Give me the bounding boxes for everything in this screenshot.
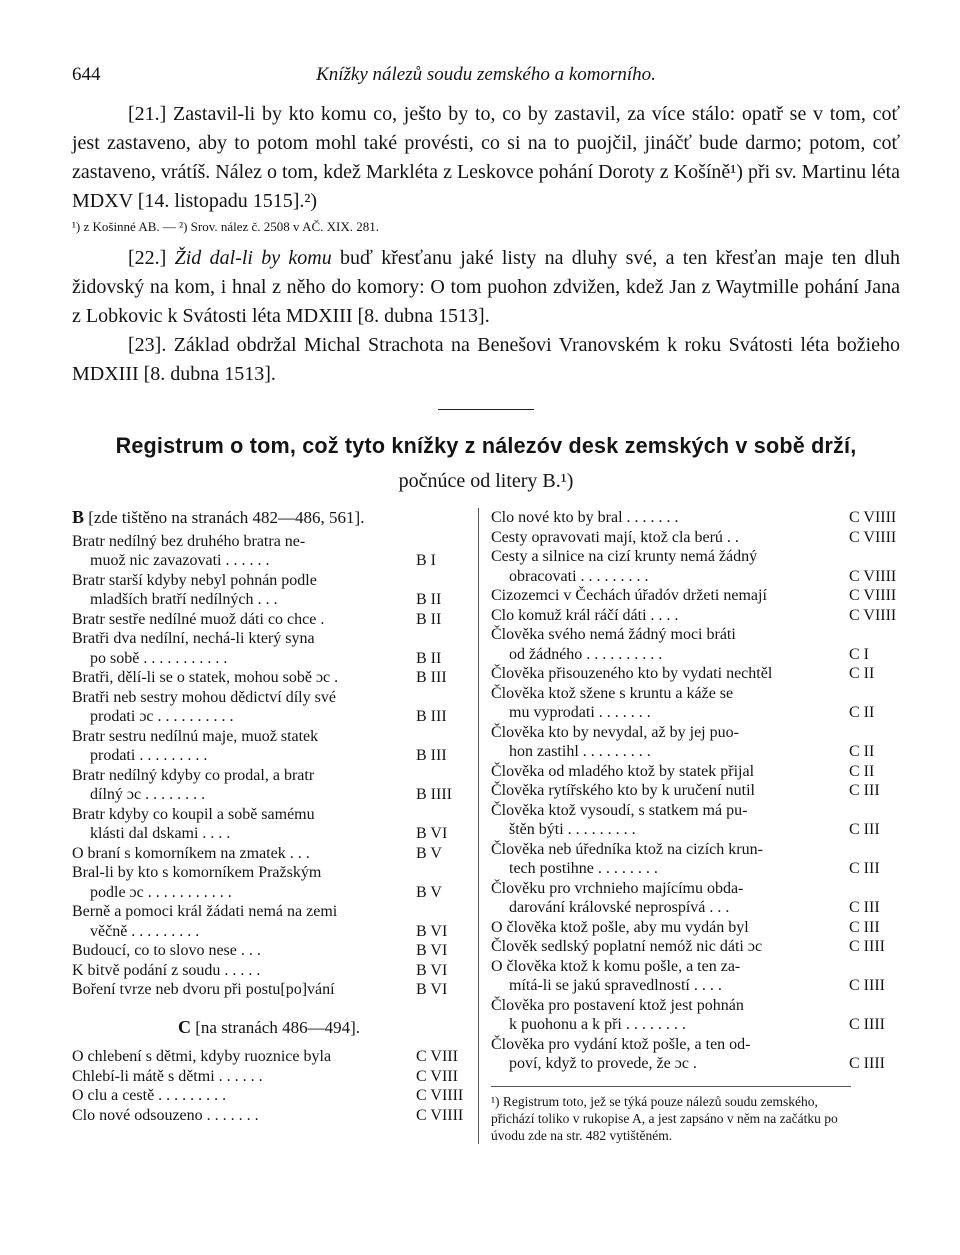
index-entry-reference: C VIIII [849, 509, 897, 526]
index-entry-continuation: k puohonu a k při . . . . . . . . [509, 1016, 686, 1033]
index-entry-text: Člověka kto by nevydal, až by jej puo- [491, 723, 739, 741]
main-text [72, 100, 900, 389]
index-entry-reference: C VIIII [849, 587, 897, 604]
index-entry-reference: C VIIII [416, 1106, 464, 1124]
index-entry-text: Clo nové kto by bral . . . . . . . [491, 509, 679, 526]
index-entry-reference: B VI [416, 942, 448, 959]
section-c-list [72, 1047, 466, 1125]
index-entry [491, 723, 899, 762]
index-entry-continuation: hon zastihl . . . . . . . . . [509, 743, 651, 760]
index-entry-continuation: po sobě . . . . . . . . . . . [90, 649, 228, 667]
index-entry [72, 1047, 466, 1067]
index-entry-text: Bratr nedílný kdyby co prodal, a bratr [72, 766, 315, 784]
index-entry-text: Člověka přisouzeného kto by vydati nechtěl [491, 665, 773, 682]
section-b-note: [zde tištěno na stranách 482—486, 561]. [84, 508, 365, 527]
index-entry [72, 668, 466, 688]
index-entry-text: Budoucí, co to slovo nese . . . [72, 942, 261, 959]
index-entry-reference: B V [416, 844, 442, 862]
index-entry-reference: B IIII [416, 786, 452, 803]
index-entry [491, 664, 899, 684]
index-entry [491, 781, 899, 801]
index-entry [491, 918, 899, 938]
index-entry [72, 980, 466, 1000]
index-entry-reference: C II [849, 743, 875, 760]
index-entry [491, 957, 899, 996]
index-entry-text: Bratři, dělí-li se o statek, mohou sobě ɔc . [72, 669, 339, 686]
index-entry-text: O chlebení s dětmi, kdyby ruoznice byla [72, 1048, 332, 1065]
index-entry-text: Bratři dva nedílní, nechá-li který syna [72, 630, 315, 647]
registry-subtitle: počnúce od litery B.¹) [398, 470, 574, 492]
index-entry-text: Člověka pro vydání ktož pošle, a ten od- [491, 1035, 751, 1053]
section-b-heading [72, 508, 466, 528]
index-entry-text: Bratr nedílný bez druhého bratra ne- [72, 532, 306, 550]
index-entry-text: Člověku pro vrchnieho majícímu obda- [491, 879, 744, 897]
section-c-note: [na stranách 486—494]. [190, 1017, 360, 1037]
index-entry-reference: C VIII [416, 1048, 458, 1065]
index-entry-text: Člověka ktož vysoudí, s statkem má pu- [491, 801, 748, 819]
index-entry-reference: B VI [416, 922, 448, 940]
paragraph-22 [72, 244, 900, 331]
index-entry-text: Člověka ktož sžene s kruntu a káže se [491, 684, 734, 702]
index-entry [491, 625, 899, 664]
section-b-list [72, 532, 466, 1000]
running-title: Knížky nálezů soudu zemského a komorního. [316, 64, 656, 85]
index-entry-text: O člověka ktož pošle, aby mu vydán byl [491, 918, 749, 936]
divider-rule [438, 409, 534, 410]
index-entry-text: Bratr sestru nedílnú maje, muož statek [72, 727, 319, 745]
left-column [72, 508, 478, 1144]
index-entry [72, 688, 466, 727]
index-entry [491, 801, 899, 840]
index-entry-text: Bratr starší kdyby nebyl pohnán podle [72, 571, 317, 589]
right-column [478, 508, 899, 1144]
index-entry-continuation: štěn býti . . . . . . . . . [509, 821, 636, 838]
index-entry-text: Cesty opravovati mají, ktož cla berú . . [491, 528, 739, 546]
page-number: 644 [72, 64, 101, 85]
index-entry-text: Boření tvrze neb dvoru při postu[po]vání [72, 981, 335, 998]
index-entry-text: O clu a cestě . . . . . . . . . [72, 1087, 227, 1104]
section-b-letter: B [72, 507, 85, 527]
paragraph-22-italic: Žid dal-li by komu [174, 247, 332, 269]
index-entry [491, 528, 899, 548]
index-entry-text: Člověka pro postavení ktož jest pohnán [491, 996, 744, 1014]
index-entry-reference: C III [849, 860, 880, 877]
index-entry [72, 902, 466, 941]
index-entry [491, 879, 899, 918]
index-entry-text: Cesty a silnice na cizí krunty nemá žádný [491, 548, 758, 565]
index-entry-text: Člověka od mladého ktož by statek přijal [491, 762, 755, 780]
index-entry [72, 961, 466, 981]
index-entry-continuation: prodati ɔc . . . . . . . . . . [90, 708, 234, 725]
index-entry-text: Člověka svého nemá žádný moci bráti [491, 626, 736, 643]
index-entry-reference: B V [416, 883, 442, 901]
index-entry-continuation: od žádného . . . . . . . . . . [509, 645, 663, 663]
index-entry-text: Bratr sestře nedílné muož dáti co chce . [72, 610, 325, 628]
index-entry-text: Clo nové odsouzeno . . . . . . . [72, 1106, 259, 1124]
registry-columns [72, 508, 900, 1144]
index-entry-reference: C VIIII [849, 567, 897, 585]
index-entry-reference: C II [849, 665, 875, 682]
index-entry-reference: C II [849, 704, 875, 721]
index-entry-reference: C IIII [849, 1055, 885, 1072]
index-entry-text: O člověka ktož k komu pošle, a ten za- [491, 957, 741, 975]
paragraph-23: [23]. Základ obdržal Michal Strachota na Benešovi Vranovském k roku Svátosti léta božieho MDXIII [8. dubna 1513]. [72, 334, 900, 385]
index-entry-reference: C IIII [849, 1016, 885, 1033]
index-entry-text: Clo komuž král ráčí dáti . . . . [491, 606, 679, 624]
index-entry-continuation: muož nic zavazovati . . . . . . [90, 552, 270, 569]
index-entry-text: Bratři neb sestry mohou dědictví díly své [72, 688, 336, 706]
index-entry-continuation: mu vyprodati . . . . . . . [509, 704, 651, 721]
index-entry-reference: C III [849, 918, 880, 936]
index-entry-continuation: darování královské neprospívá . . . [509, 899, 730, 916]
index-entry-text: Chlebí-li mátě s dětmi . . . . . . [72, 1067, 263, 1085]
index-entry-continuation: mítá-li se jakú spravedlností . . . . [509, 977, 722, 994]
index-entry [491, 937, 899, 957]
paragraph-22-number: [22.] [128, 247, 175, 269]
index-entry [491, 586, 899, 606]
index-entry-text: K bitvě podání z soudu . . . . . [72, 961, 261, 979]
index-entry-text: Člověka neb úředníka ktož na cizích krun- [491, 840, 763, 858]
index-entry-reference: C IIII [849, 977, 885, 994]
page-header [72, 60, 900, 100]
index-entry [491, 684, 899, 723]
index-entry-reference: B II [416, 610, 442, 628]
index-entry [72, 532, 466, 571]
index-entry [72, 610, 466, 630]
index-entry-continuation: věčně . . . . . . . . . [90, 922, 200, 940]
index-entry [491, 762, 899, 782]
index-entry [72, 766, 466, 805]
index-entry [491, 840, 899, 879]
index-entry-text: Cizozemci v Čechách úřadóv držeti nemají [491, 587, 767, 604]
index-entry [72, 629, 466, 668]
index-entry-continuation: mladších bratří nedílných . . . [90, 591, 278, 608]
section-c-heading [72, 1018, 466, 1038]
index-entry-reference: C III [849, 782, 880, 799]
paragraph-21: [21.] Zastavil-li by kto komu co, ješto by to, co by zastavil, za více stálo: opatř se v tom, coť jest zastaveno, aby to potom mohl také provésti, co si na to puojčil, jináčť bude darmo; potom, coť zastaveno, vrátíš. Nález o tom, kdež Markléta z Leskovce pohání Doroty z Košíně¹) při sv. Martinu léta MDXV [14. listopadu 1515].²) [72, 103, 900, 212]
right-list [491, 508, 899, 1074]
index-entry-reference: B I [416, 552, 436, 569]
index-entry-continuation: klásti dal dskami . . . . [90, 825, 231, 842]
index-entry-text: Člověka rytířského kto by k uručení nutil [491, 782, 755, 799]
footnote-21: ¹) z Košinné AB. — ²) Srov. nález č. 2508 v AČ. XIX. 281. [72, 219, 379, 234]
index-entry [72, 844, 466, 864]
index-entry [491, 996, 899, 1035]
index-entry-continuation: poví, když to provede, že ɔc . [509, 1055, 697, 1072]
index-entry-reference: B II [416, 649, 442, 667]
index-entry [491, 606, 899, 626]
index-entry-reference: C I [849, 645, 869, 663]
registry-title: Registrum o tom, což tyto knížky z nálezóv desk zemských v sobě drží, [115, 433, 857, 458]
index-entry-reference: C VIIII [849, 528, 897, 546]
index-entry-continuation: dílný ɔc . . . . . . . . [90, 786, 206, 803]
index-entry-text: Berně a pomoci král žádati nemá na zemi [72, 903, 338, 920]
index-entry-continuation: prodati . . . . . . . . . [90, 747, 208, 764]
index-entry [72, 863, 466, 902]
index-entry-reference: B III [416, 708, 447, 725]
index-entry [491, 508, 899, 528]
index-entry-reference: B VI [416, 961, 448, 979]
index-entry-continuation: tech postihne . . . . . . . . [509, 860, 658, 877]
index-entry [72, 571, 466, 610]
registry-footnote: ¹) Registrum toto, jež se týká pouze nálezů soudu zemského, přichází toliko v rukopise A, a jest zapsáno v něm na začátku po úvodu zde na str. 482 vytištěném. [491, 1086, 851, 1144]
index-entry [72, 1067, 466, 1087]
index-entry-reference: C III [849, 899, 880, 916]
index-entry-reference: C II [849, 762, 875, 780]
index-entry-reference: C VIIII [849, 606, 897, 624]
index-entry-text: Bral-li by kto s komorníkem Pražským [72, 864, 322, 881]
index-entry [72, 727, 466, 766]
index-entry [72, 941, 466, 961]
index-entry-reference: C III [849, 821, 880, 838]
index-entry-reference: C IIII [849, 938, 885, 955]
paragraph-22-text: buď křesťanu jaké listy na dluhy své, a ten křesťan maje ten dluh židovský na kom, i hnal z něho do komory: O tom puohon zdvižen, kdež Jan z Waytmille pohání Jana z Lobkovic k Svátosti léta MDXIII [8. dubna 1513]. [72, 247, 900, 327]
index-entry [491, 1035, 899, 1074]
index-entry-reference: B II [416, 591, 442, 608]
index-entry [491, 547, 899, 586]
index-entry-reference: C VIIII [416, 1087, 464, 1104]
index-entry [72, 805, 466, 844]
index-entry-reference: B VI [416, 981, 448, 998]
index-entry-continuation: podle ɔc . . . . . . . . . . . [90, 883, 232, 901]
index-entry [72, 1086, 466, 1106]
index-entry-text: Člověk sedlský poplatní nemóž nic dáti ɔc [491, 938, 763, 955]
index-entry-continuation: obracovati . . . . . . . . . [509, 567, 649, 585]
page [72, 60, 900, 1144]
index-entry-text: O braní s komorníkem na zmatek . . . [72, 844, 310, 862]
index-entry-reference: B VI [416, 825, 448, 842]
index-entry-text: Bratr kdyby co koupil a sobě samému [72, 805, 315, 823]
index-entry-reference: B III [416, 747, 447, 764]
index-entry [72, 1106, 466, 1126]
index-entry-reference: C VIII [416, 1067, 458, 1085]
index-entry-reference: B III [416, 669, 447, 686]
section-c-letter: C [177, 1016, 191, 1037]
